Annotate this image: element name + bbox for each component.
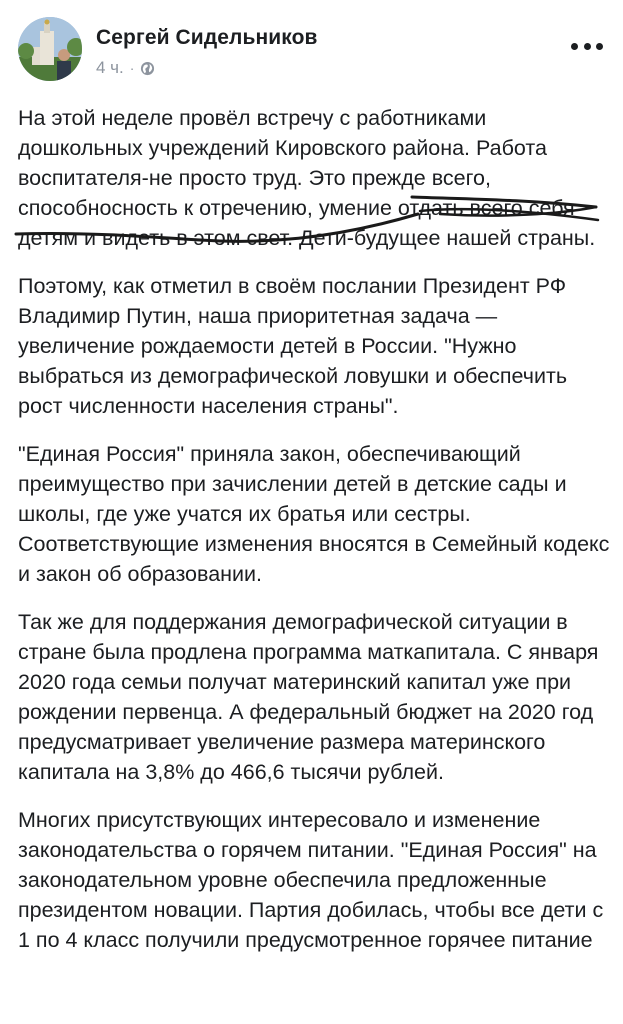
meta-separator: ·	[129, 60, 135, 76]
post-paragraph: На этой неделе провёл встречу с работниками дошкольных учреждений Кировского района. Работа воспитателя-не просто труд. Это прежде всего, способносность к отречению, умение отдать всего себя детям и видеть в этом свет. Дети-будущее нашей страны.	[18, 106, 596, 250]
post-paragraph: "Единая Россия" приняла закон, обеспечивающий преимущество при зачислении детей в детские сады и школы, где уже учатся их братья или сестры. Соответствующие изменения вносятся в Семейный кодекс и закон об образовании.	[18, 442, 610, 586]
post-paragraph: Многих присутствующих интересовало и изменение законодательства о горячем питании. "Единая Россия" на законодательном уровне обеспечила предложенные президентом новации. Партия добилась, чтобы все дети с 1 по 4 класс получили предусмотренное горячее питание	[18, 808, 604, 952]
post-paragraph: Так же для поддержания демографической ситуации в стране была продлена программа маткапитала. С января 2020 года семьи получат материнский капитал уже при рождении первенца. А федеральный бюджет на 2020 год предусматривает увеличение размера материнского капитала на 3,8% до 466,6 тысячи рублей.	[18, 610, 599, 784]
post-paragraph: Поэтому, как отметил в своём послании Президент РФ Владимир Путин, наша приоритетная задача — увеличение рождаемости детей в России. "Нужно выбраться из демографической ловушки и обеспечить рост численности населения страны".	[18, 274, 568, 418]
globe-icon	[140, 61, 155, 76]
author-name[interactable]: Сергей Сидельников	[96, 26, 318, 49]
post-meta	[96, 58, 155, 78]
post-text	[18, 103, 612, 973]
post-header	[0, 0, 623, 95]
more-dot	[571, 43, 578, 50]
avatar[interactable]	[18, 17, 82, 81]
more-options-button[interactable]	[571, 36, 603, 56]
more-dot	[596, 43, 603, 50]
post-time[interactable]: 4 ч.	[96, 58, 124, 77]
avatar-image	[18, 17, 82, 81]
more-dot	[584, 43, 591, 50]
